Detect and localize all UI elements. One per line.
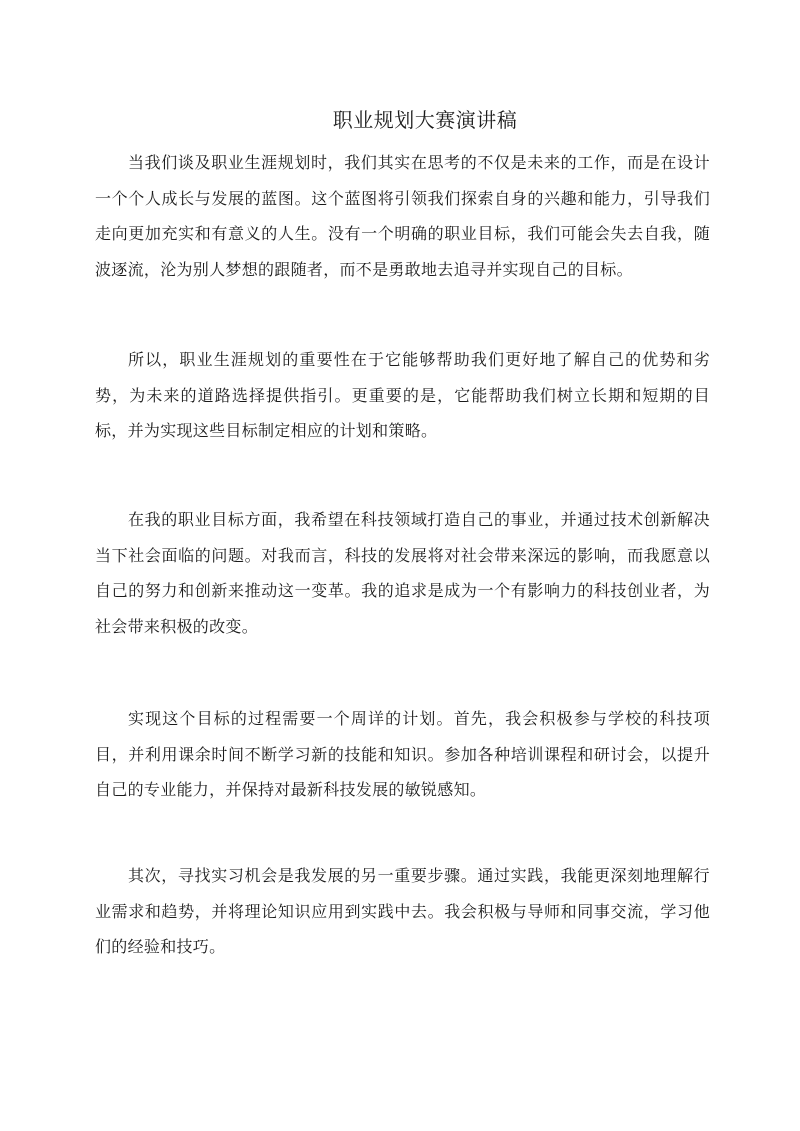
document-title: 职业规划大赛演讲稿 [332,108,518,132]
paragraph-1: 当我们谈及职业生涯规划时，我们其实在思考的不仅是未来的工作，而是在设计一个个人成长与发展的蓝图。这个蓝图将引领我们探索自身的兴趣和能力，引导我们走向更加充实和有意义的人生。没有一个明确的职业目标，我们可能会失去自我，随波逐流，沦为别人梦想的跟随者，而不是勇敢地去追寻并实现自己的目标。 [95,153,710,279]
paragraph-4: 实现这个目标的过程需要一个周详的计划。首先，我会积极参与学校的科技项目，并利用课余时间不断学习新的技能和知识。参加各种培训课程和研讨会，以提升自己的专业能力，并保持对最新科技发展的敏锐感知。 [95,709,710,799]
paragraph-2: 所以，职业生涯规划的重要性在于它能够帮助我们更好地了解自己的优势和劣势，为未来的道路选择提供指引。更重要的是，它能帮助我们树立长期和短期的目标，并为实现这些目标制定相应的计划和策略。 [95,350,710,440]
paragraph-5: 其次，寻找实习机会是我发展的另一重要步骤。通过实践，我能更深刻地理解行业需求和趋势，并将理论知识应用到实践中去。我会积极与导师和同事交流，学习他们的经验和技巧。 [95,866,710,956]
paragraph-3: 在我的职业目标方面，我希望在科技领域打造自己的事业，并通过技术创新解决当下社会面临的问题。对我而言，科技的发展将对社会带来深远的影响，而我愿意以自己的努力和创新来推动这一变革。我的追求是成为一个有影响力的科技创业者，为社会带来积极的改变。 [95,510,710,636]
